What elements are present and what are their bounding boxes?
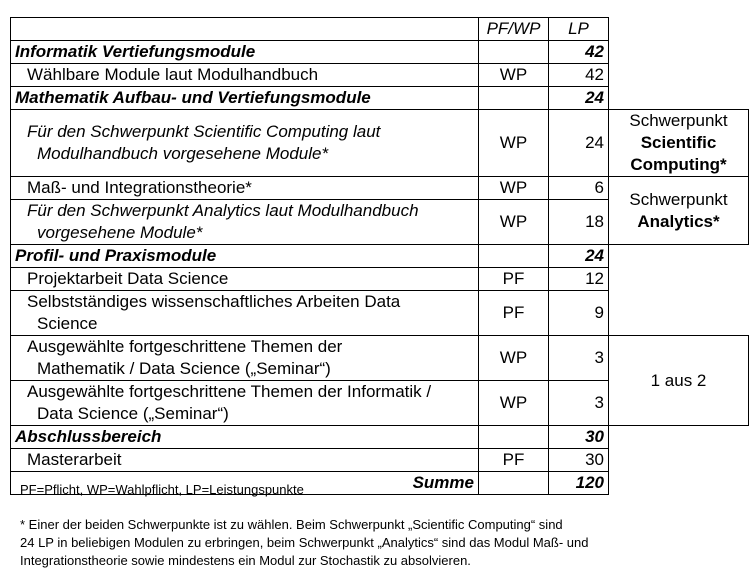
header-row [11, 18, 749, 41]
table-row [11, 64, 749, 87]
row-label: Wählbare Module laut Modulhandbuch [27, 65, 319, 84]
row-lp: 9 [549, 291, 609, 336]
section-label: Profil- und Praxismodule [11, 245, 479, 268]
row-label-cont: Modulhandbuch vorgesehene Module* [37, 144, 329, 163]
row-lp: 12 [549, 268, 609, 291]
row-label: Projektarbeit Data Science [27, 269, 229, 288]
scientific-computing-note: Schwerpunkt Scientific Computing* [609, 110, 749, 177]
row-type: PF [479, 449, 549, 472]
row-type: WP [479, 64, 549, 87]
section-lp: 24 [549, 87, 609, 110]
row-label: Für den Schwerpunkt Scientific Computing laut [27, 122, 381, 141]
row-label: Ausgewählte fortgeschrittene Themen der Informatik / [27, 382, 432, 401]
row-lp: 3 [549, 381, 609, 426]
section-row [11, 87, 749, 110]
row-label: Ausgewählte fortgeschrittene Themen der [27, 337, 343, 356]
table-row [11, 336, 749, 381]
sum-lp: 120 [549, 472, 609, 495]
row-lp: 30 [549, 449, 609, 472]
row-type: PF [479, 268, 549, 291]
table-row [11, 291, 749, 336]
row-lp: 42 [549, 64, 609, 87]
row-label-cont: Mathematik / Data Science („Seminar“) [37, 359, 331, 378]
table-row [11, 268, 749, 291]
section-label: Informatik Vertiefungsmodule [11, 41, 479, 64]
footnote-line-1: * Einer der beiden Schwerpunkte ist zu wählen. Beim Schwerpunkt „Scientific Computing“ sind [20, 517, 563, 532]
table-row [11, 177, 749, 200]
section-label: Mathematik Aufbau- und Vertiefungsmodule [11, 87, 479, 110]
section-lp: 30 [549, 426, 609, 449]
section-label: Abschlussbereich [11, 426, 479, 449]
row-label: Für den Schwerpunkt Analytics laut Modulhandbuch [27, 201, 419, 220]
row-type: WP [479, 177, 549, 200]
table-row [11, 110, 749, 177]
row-label-cont: vorgesehene Module* [37, 223, 203, 242]
row-type: PF [479, 291, 549, 336]
row-lp: 18 [549, 200, 609, 245]
legend-text: PF=Pflicht, WP=Wahlpflicht, LP=Leistungspunkte [20, 482, 304, 497]
footnote-line-2: 24 LP in beliebigen Modulen zu erbringen, beim Schwerpunkt „Analytics“ sind das Modul Maß- und [20, 535, 589, 550]
sum-label: Summe [11, 472, 479, 495]
section-lp: 42 [549, 41, 609, 64]
section-row [11, 426, 749, 449]
row-type: WP [479, 110, 549, 177]
module-table [10, 17, 749, 495]
row-type: WP [479, 200, 549, 245]
choice-note: 1 aus 2 [609, 336, 749, 426]
row-lp: 6 [549, 177, 609, 200]
row-lp: 24 [549, 110, 609, 177]
row-type: WP [479, 381, 549, 426]
section-lp: 24 [549, 245, 609, 268]
row-label: Masterarbeit [27, 450, 122, 469]
header-pfwp: PF/WP [479, 18, 549, 41]
row-label: Selbstständiges wissenschaftliches Arbeiten Data [27, 292, 401, 311]
analytics-note: Schwerpunkt Analytics* [609, 177, 749, 245]
header-lp: LP [549, 18, 609, 41]
row-label-cont: Science [37, 314, 98, 333]
section-row [11, 41, 749, 64]
footnote-line-3: Integrationstheorie sowie mindestens ein Modul zur Stochastik zu absolvieren. [20, 553, 471, 568]
table-row [11, 449, 749, 472]
section-row [11, 245, 749, 268]
row-type: WP [479, 336, 549, 381]
row-lp: 3 [549, 336, 609, 381]
row-label: Maß- und Integrationstheorie* [27, 178, 252, 197]
row-label-cont: Data Science („Seminar“) [37, 404, 229, 423]
